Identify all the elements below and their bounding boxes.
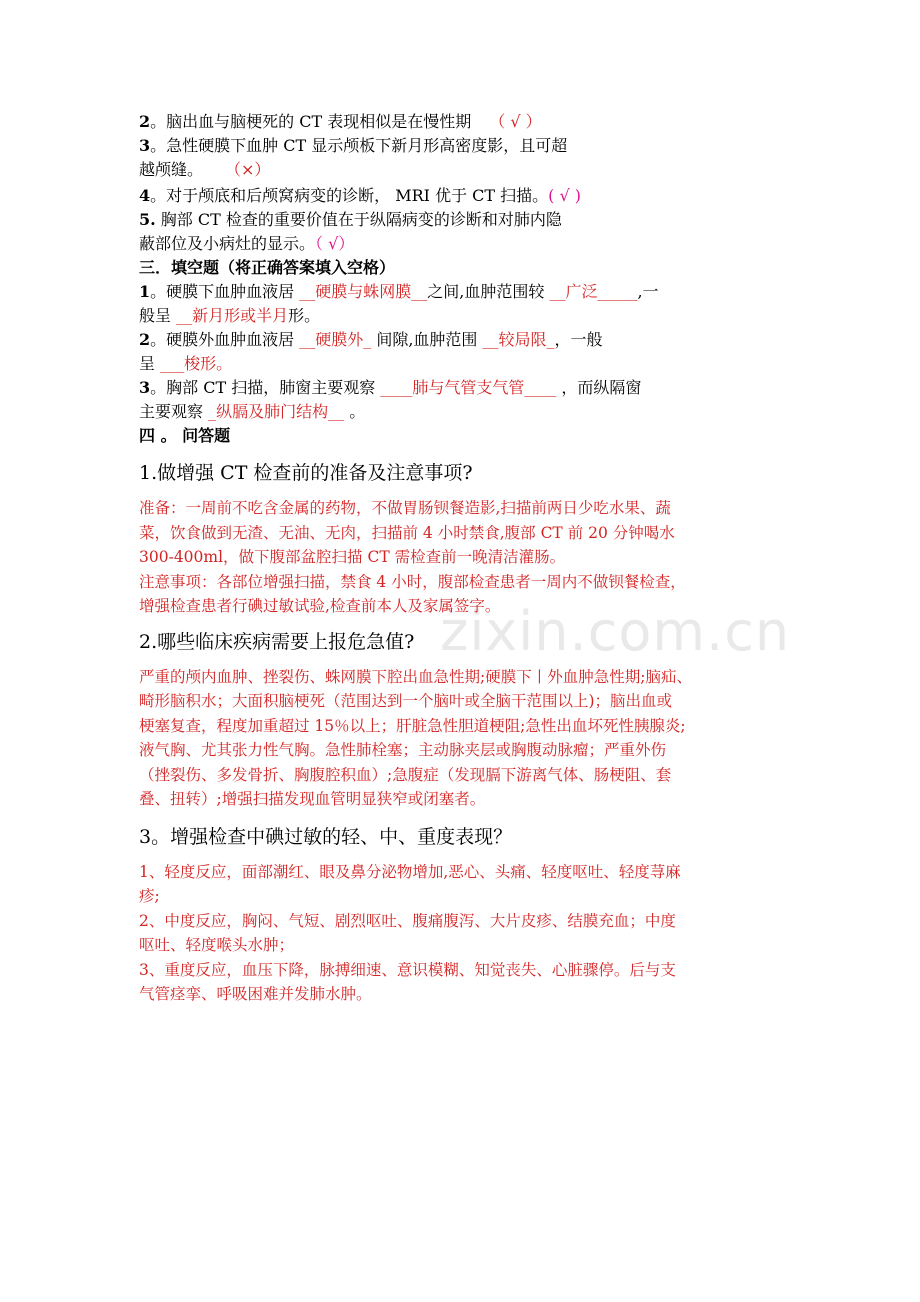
- answer-line: 2、中度反应，胸闷、气短、剧烈呕吐、腹痛腹泻、大片皮疹、结膜充血；中度: [139, 911, 676, 930]
- answer-line: 气管痉挛、呼吸困难并发肺水肿。: [139, 985, 372, 1003]
- fill-answer: _纵膈及肺门结构__: [208, 402, 345, 421]
- tf-question-3-cont: [139, 158, 789, 182]
- watermark: zixin.com.cn: [440, 600, 791, 663]
- fill-text: 。硬膜外血肿血液居: [150, 330, 300, 349]
- fill-text: 间隙,血肿范围: [371, 330, 483, 349]
- qa-question-2-title: 2.哪些临床疾病需要上报危急值?: [139, 630, 415, 653]
- answer-line: 呕吐、轻度喉头水肿；: [139, 936, 295, 954]
- answer-line: 菜，饮食做到无渣、无油、无肉，扫描前 4 小时禁食,腹部 CT 前 20 分钟喝水: [139, 523, 675, 542]
- fill-question-3: [139, 376, 789, 400]
- answer-line: 准备：一周前不吃含金属的药物，不做胃肠钡餐造影,扫描前两日少吃水果、蔬: [139, 499, 671, 517]
- tf-mark: （ √ ）: [489, 112, 542, 131]
- tf-question-3: [139, 134, 789, 158]
- tf-text: 。脑出血与脑梗死的 CT 表现相似是在慢性期: [150, 112, 472, 131]
- answer-line: 疹;: [139, 887, 160, 905]
- fill-text: 。: [344, 402, 366, 421]
- tf-question-5-cont: [139, 232, 789, 256]
- fill-number: 1: [139, 282, 151, 301]
- fill-answer: ___梭形。: [160, 354, 233, 373]
- answer-line: 叠、扭转）;增强扫描发现血管明显狭窄或闭塞者。: [139, 790, 486, 808]
- fill-answer: __新月形或半月: [176, 306, 289, 325]
- fill-answer: __较局限_: [482, 330, 555, 349]
- fill-text: 。硬膜下血肿血液居: [150, 282, 300, 301]
- tf-question-4: [139, 184, 789, 208]
- answer-line: 3、重度反应，血压下降，脉搏细速、意识模糊、知觉丧失、心脏骤停。后与支: [139, 960, 676, 979]
- fill-question-2: [139, 328, 789, 352]
- fill-text: 呈: [139, 354, 161, 373]
- fill-text: 主要观察: [139, 402, 209, 421]
- fill-answer: __广泛_____: [549, 282, 638, 301]
- tf-number: 5.: [139, 210, 156, 229]
- qa-question-3-title: 3。增强检查中碘过敏的轻、中、重度表现？: [139, 825, 513, 848]
- tf-mark: （×）: [225, 160, 271, 179]
- fill-number: 2: [139, 330, 151, 349]
- answer-line: 畸形脑积水；大面积脑梗死（范围达到一个脑叶或全脑干范围以上)；脑出血或: [139, 692, 673, 710]
- tf-number: 4: [139, 186, 151, 205]
- answer-line: 严重的颅内血肿、挫裂伤、蛛网膜下腔出血急性期;硬膜下丨外血肿急性期;脑疝、: [139, 667, 692, 686]
- tf-text: 胸部 CT 检查的重要价值在于纵隔病变的诊断和对肺内隐: [155, 210, 562, 229]
- fill-text: ,一: [637, 282, 659, 301]
- tf-text: 越颅缝。: [139, 160, 204, 179]
- fill-text: 形。: [288, 306, 321, 325]
- document-content: [139, 110, 789, 1007]
- tf-number: 3: [139, 136, 151, 155]
- fill-answer: __硬膜外_: [299, 330, 372, 349]
- tf-text: 。急性硬膜下血肿 CT 显示颅板下新月形高密度影，且可超: [150, 136, 568, 155]
- answer-line: 增强检查患者行碘过敏试验,检查前本人及家属签字。: [139, 597, 501, 615]
- answer-line: 梗塞复查，程度加重超过 15％以上；肝脏急性胆道梗阻;急性出血坏死性胰腺炎;: [139, 716, 686, 735]
- tf-mark: （ √）: [315, 234, 355, 253]
- tf-number: 2: [139, 112, 151, 131]
- fill-text: ，一般: [554, 330, 603, 349]
- qa-question-1-title: 1.做增强 CT 检查前的准备及注意事项?: [139, 462, 473, 484]
- tf-text: 。对于颅底和后颅窝病变的诊断， MRI 优于 CT 扫描。: [150, 186, 549, 205]
- tf-question-2: [139, 110, 789, 134]
- fill-question-3-cont: [139, 400, 789, 424]
- fill-text: 般呈: [139, 306, 177, 325]
- qa-answer-1: [139, 496, 789, 619]
- answer-line: 液气胸、尤其张力性气胸。急性肺栓塞；主动脉夹层或胸腹动脉瘤；严重外伤: [139, 741, 667, 759]
- fill-text: 。胸部 CT 扫描，肺窗主要观察: [150, 378, 381, 397]
- answer-line: 1、轻度反应，面部潮红、眼及鼻分泌物增加,恶心、头痛、轻度呕吐、轻度荨麻: [139, 862, 681, 881]
- fill-number: 3: [139, 378, 151, 397]
- answer-line: （挫裂伤、多发骨折、胸腹腔积血）;急腹症（发现膈下游离气体、肠梗阻、套: [139, 765, 672, 784]
- fill-question-1: [139, 280, 789, 304]
- qa-answer-3: [139, 860, 789, 1007]
- qa-heading: 四 。 问答题: [139, 426, 231, 445]
- fill-text: 之间,血肿范围较: [427, 282, 550, 301]
- answer-line: 300-400ml，做下腹部盆腔扫描 CT 需检查前一晚清洁灌肠。: [139, 548, 566, 566]
- tf-question-5: [139, 208, 789, 232]
- tf-mark: ( √ ): [548, 186, 582, 205]
- fill-text: ，而纵隔窗: [556, 378, 642, 397]
- fill-answer: ____肺与气管支气管____: [380, 378, 557, 397]
- fill-question-1-cont: [139, 304, 789, 328]
- fill-answer: __硬膜与蛛网膜__: [299, 282, 428, 301]
- fill-heading: 三．填空题（将正确答案填入空格）: [139, 258, 396, 277]
- fill-question-2-cont: [139, 352, 789, 376]
- tf-text: 蔽部位及小病灶的显示。: [139, 234, 316, 253]
- answer-line: 注意事项：各部位增强扫描，禁食 4 小时，腹部检查患者一周内不做钡餐检查，: [139, 572, 686, 591]
- qa-answer-2: [139, 665, 789, 812]
